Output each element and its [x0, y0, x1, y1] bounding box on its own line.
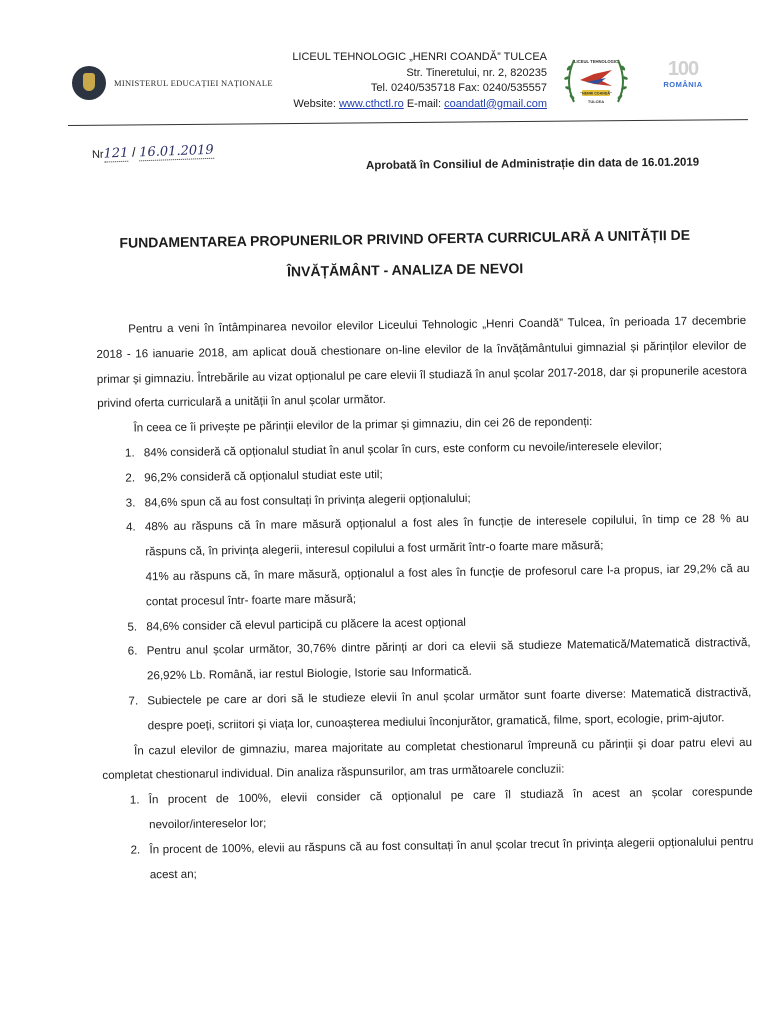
title-line-1: FUNDAMENTAREA PROPUNERILOR PRIVIND OFERTA CURRICULARĂ A UNITĂȚII DE	[119, 226, 691, 251]
registration-date: 16.01.2019	[138, 142, 214, 161]
email-label: E-mail:	[403, 97, 445, 110]
list-item-text: 48% au răspuns că în mare măsură opționalul a fost ales în funcție de interesele copilului, în timp ce 28 % au răspuns că, în privința alegerii, interesul copilului a fost urmărit într-o foarte mare măsură;	[144, 512, 749, 559]
logo-text-city: TULCEA	[587, 99, 605, 104]
parents-intro: În ceea ce îi privește pe părinții elevilor de la primar și gimnaziu, din cei 26 de repondenți:	[133, 415, 593, 435]
romania-coat-of-arms-icon	[72, 66, 106, 100]
list-item: 7. Subiectele pe care ar dori să le studieze elevii în anul școlar următor sunt foarte diverse: Matematică distractivă, despre poeți, scriitori și viața lor, cunoașterea mediului înconjurător, gramatică, filme, sport, ecologie, prim-ajutor.	[141, 681, 752, 739]
list-item: 2. În procent de 100%, elevii au răspuns că au fost consultați în anul școlar trecut în privința alegerii opționalului pentru acest an;	[143, 830, 754, 888]
romania-centenary-logo	[652, 58, 714, 102]
list-item: 2. 96,2% consideră că opționalul studiat este util;	[138, 458, 748, 491]
students-findings-list	[103, 780, 754, 888]
list-item: 1. În procent de 100%, elevii consider că opționalul pe care îl studiază în acest an școlar corespunde nevoilor/intereselor lor;	[143, 780, 754, 838]
school-logo	[560, 52, 632, 108]
centenary-label: ROMÂNIA	[663, 80, 703, 89]
school-name: LICEUL TEHNOLOGIC „HENRI COANDĂ” TULCEA	[292, 51, 547, 63]
list-item: 3. 84,6% spun că au fost consultați în privința alegerii opționalului;	[138, 482, 748, 515]
email-link[interactable]: coandatl@gmail.com	[444, 97, 547, 110]
list-item-extra: 41% au răspuns că, în mare măsură, opționalul a fost ales în funcție de profesorul care l-a propus, iar 29,2% că au contat procesul într- foarte mare măsură;	[145, 561, 750, 609]
list-item: 5. 84,6% consider că elevul participă cu plăcere la acest opțional	[140, 606, 750, 639]
document-title	[100, 219, 711, 290]
list-item: 6. Pentru anul școlar următor, 30,76% dintre părinți ar dori ca elevii să studieze Matematică/Matematică distractivă, 26,92% Lb. Română, iar restul Biologie, Istorie sau Informatică.	[140, 631, 751, 689]
list-item: 1. 84% consideră că opționalul studiat în anul școlar în curs, este conform cu nevoile/interesele elevilor;	[138, 433, 748, 466]
parents-findings-list	[98, 433, 752, 740]
logo-text-bottom: "HENRI COANDĂ"	[580, 91, 612, 96]
list-item	[139, 507, 750, 615]
school-address: Str. Tineretului, nr. 2, 820235	[406, 66, 547, 79]
document-body	[96, 309, 754, 888]
centenary-number: 100	[667, 58, 699, 80]
header-divider	[68, 119, 748, 126]
website-label: Website:	[293, 97, 339, 110]
school-contact-block	[262, 50, 547, 112]
intro-paragraph: Pentru a veni în întâmpinarea nevoilor elevilor Liceului Tehnologic „Henri Coandă” Tulcea, în perioada 17 decembrie 2018 - 16 ianuarie 2018, am aplicat două chestionare on-line elevilor de la învățământului gimnazial și părinților elevilor de primar și gimnaziu. Întrebările au vizat opționalul pe care elevii îl studiază în anul școlar 2017-2018, dar și propunerile acestora privind oferta curriculară a unității în anul școlar următor.	[96, 313, 747, 411]
school-web-email	[262, 97, 547, 113]
students-intro: În cazul elevilor de gimnaziu, marea majoritate au completat chestionarul împreună cu părinții și doar patru elevi au completat chestionarul individual. Din analiza răspunsurilor, am tras următoarele concluzii:	[102, 735, 753, 783]
registration-number-value: 121	[103, 145, 129, 162]
school-phone-fax: Tel. 0240/535718 Fax: 0240/535557	[370, 82, 547, 94]
ministry-block	[72, 66, 273, 100]
registration-number: Nr121 / 16.01.2019	[91, 142, 214, 162]
approval-note: Aprobată în Consiliul de Administrație din data de 16.01.2019	[365, 156, 700, 172]
website-link[interactable]: www.cthctl.ro	[338, 97, 404, 110]
title-line-2: ÎNVĂȚĂMÂNT - ANALIZA DE NEVOI	[286, 260, 524, 280]
registration-label: Nr	[91, 148, 104, 161]
logo-text-top: LICEUL TEHNOLOGIC	[573, 59, 619, 64]
ministry-name: MINISTERUL EDUCAȚIEI NAȚIONALE	[114, 78, 273, 88]
